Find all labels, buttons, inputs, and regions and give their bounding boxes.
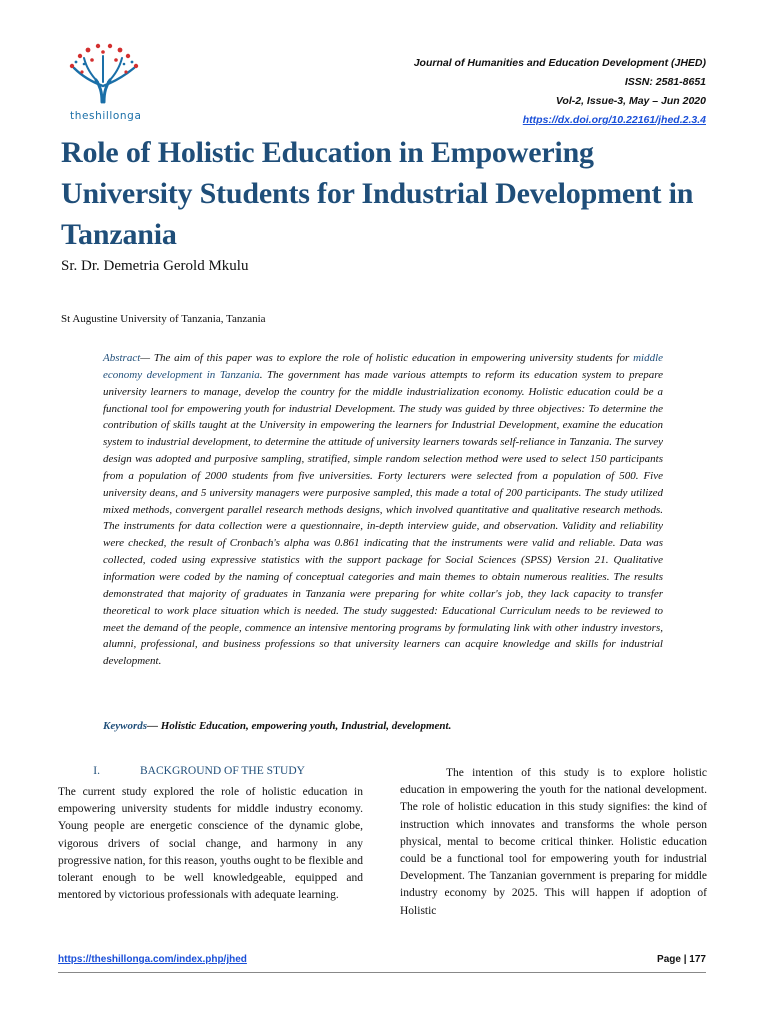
journal-info [414, 54, 706, 130]
journal-name: Journal of Humanities and Education Development (JHED) [413, 57, 706, 69]
keywords-text: Holistic Education, empowering youth, Industrial, development. [160, 720, 452, 732]
section-title: BACKGROUND OF THE STUDY [140, 765, 305, 777]
tree-of-people-logo-icon [62, 42, 146, 108]
body-paragraph-right: The intention of this study is to explore holistic education in empowering the youth for the national development. The role of holistic education in this study signifies: the kind of instruction which innovates and transforms the whole person physical, mental to become critical thinker. Holistic education could be a functional tool for empowering youth for industrial Development. The Tanzanian government is preparing for middle industry economy by 2025. This will happen if adoption of Holistic [400, 767, 707, 917]
abstract [103, 350, 663, 670]
logo-wordmark: theshillonga [70, 110, 142, 122]
paper-title: Role of Holistic Education in Empowering University Students for Industrial Development in Tanzania [61, 136, 694, 251]
publisher-logo [62, 42, 146, 128]
body-paragraph-left: The current study explored the role of holistic education in empowering university students for middle industry economy. Young people are energetic conscience of the dynamic globe, vigorous drivers of social change, and harmony in any progressive nation, for this reason, youths ought to be flexible and tolerant enough to be well knowledgeable, equipped and mentored by victorious professionals with adequate learning. [58, 786, 363, 902]
keywords-dash: — [147, 720, 161, 732]
author-name: Sr. Dr. Demetria Gerold Mkulu [61, 258, 249, 274]
journal-issn: ISSN: 2581-8651 [624, 76, 706, 88]
abstract-text-a: The aim of this paper was to explore the role of holistic education in empowering university students for [153, 352, 634, 364]
doi-link[interactable]: https://dx.doi.org/10.22161/jhed.2.3.4 [522, 114, 706, 126]
page-number: Page | 177 [657, 954, 706, 965]
keywords-label: Keywords [103, 720, 147, 732]
keywords [103, 720, 663, 732]
section-number: I. [93, 765, 100, 777]
section-heading [58, 765, 363, 777]
footer-journal-link[interactable]: https://theshillonga.com/index.php/jhed [58, 954, 247, 965]
abstract-label: Abstract [103, 352, 141, 364]
abstract-dash: — [140, 352, 154, 364]
abstract-text-b: . The government has made various attempts to reform its education system to prepare university learners to manage, develop the country for the middle industrialization economy. Holistic education could be a functional tool for empowering youth for industrial Development. The study was guided by three objectives: To determine the contribution of skills taught at the University in empowering the learners for Industrial Development, examine the education system to industrial development, to determine the attitude of university learners towards self-reliance in Tanzania. The survey design was adopted and purposive sampling, stratified, simple random selection method were used to select 150 participants from a population of 2000 students from five universities. Forty lecturers were selected from a population of 500. Five university deans, and 5 university managers were purposive sampled, this made a total of 200 participants. The study utilized mixed methods, convergent parallel research methods designs, which involved quantitative and qualitative research methods. The instruments for data collection were a questionnaire, in-depth interview guide, and observation. Validity and reliability were checked, the result of Cronbach's alpha was 0.861 indicating that the instruments were valid and reliable. Data was collected, coded using expressive statistics with the support package for Social Sciences (SPSS) Version 21. Qualitative information were coded by the naming of conceptual categories and main themes to obtain numerous realities. The results demonstrated that majority of graduates in Tanzania were preparing for white collar's job, they lack capacity to transfer theoretical to work place situation which is needed. The study suggested: Educational Curriculum needs to be reviewed to meet the demand of the people, commence an intensive mentoring programs by formulating link with other industry investors, alumni, professional, and business professions so that university learners can acquire knowledge and skills for industrial development. [103, 368, 663, 668]
abstract-highlight: middle economy development in Tanzania [103, 352, 664, 381]
footer-divider [58, 972, 706, 973]
author-affiliation: St Augustine University of Tanzania, Tanzania [61, 313, 266, 325]
journal-volume: Vol-2, Issue-3, May – Jun 2020 [555, 95, 706, 107]
